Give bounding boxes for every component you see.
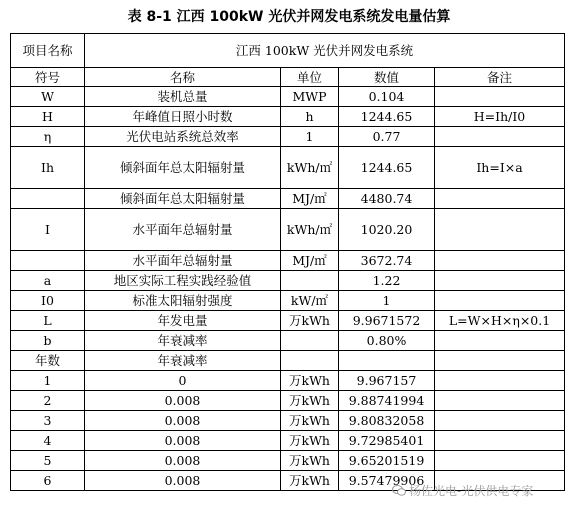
header-note: 备注 <box>435 68 565 87</box>
year-number: 3 <box>11 411 85 431</box>
row-unit <box>281 271 339 291</box>
year-decay: 0.008 <box>85 431 281 451</box>
generation-estimate-table <box>10 33 565 491</box>
row-note <box>435 189 565 209</box>
header-symbol: 符号 <box>11 68 85 87</box>
year-number: 2 <box>11 391 85 411</box>
table-row <box>11 251 565 271</box>
row-value: 0.77 <box>339 127 435 147</box>
years-header-row <box>11 351 565 371</box>
watermark <box>392 482 533 499</box>
year-value: 9.65201519 <box>339 451 435 471</box>
row-symbol: b <box>11 331 85 351</box>
row-unit: MWP <box>281 87 339 107</box>
year-row <box>11 411 565 431</box>
row-value: 1.22 <box>339 271 435 291</box>
year-row <box>11 451 565 471</box>
row-name: 年峰值日照小时数 <box>85 107 281 127</box>
row-name: 装机总量 <box>85 87 281 107</box>
header-value: 数值 <box>339 68 435 87</box>
row-value: 4480.74 <box>339 189 435 209</box>
year-decay: 0.008 <box>85 411 281 431</box>
years-header-symbol: 年数 <box>11 351 85 371</box>
row-note <box>435 331 565 351</box>
row-unit: 万kWh <box>281 311 339 331</box>
row-note: Ih=I×a <box>435 147 565 189</box>
row-value: 1020.20 <box>339 209 435 251</box>
year-value: 9.967157 <box>339 371 435 391</box>
year-unit: 万kWh <box>281 391 339 411</box>
row-name: 年衰减率 <box>85 331 281 351</box>
year-value: 9.57479906 <box>339 471 435 491</box>
row-symbol: W <box>11 87 85 107</box>
table-row <box>11 311 565 331</box>
row-note: L=W×H×η×0.1 <box>435 311 565 331</box>
row-note: H=Ih/I0 <box>435 107 565 127</box>
header-unit: 单位 <box>281 68 339 87</box>
year-unit: 万kWh <box>281 451 339 471</box>
year-decay: 0 <box>85 371 281 391</box>
table-row <box>11 107 565 127</box>
project-row <box>11 34 565 68</box>
row-note <box>435 87 565 107</box>
row-note <box>435 209 565 251</box>
row-unit: MJ/㎡ <box>281 251 339 271</box>
row-name: 水平面年总辐射量 <box>85 209 281 251</box>
row-value: 1244.65 <box>339 147 435 189</box>
year-value: 9.88741994 <box>339 391 435 411</box>
year-unit: 万kWh <box>281 471 339 491</box>
year-unit: 万kWh <box>281 371 339 391</box>
header-row <box>11 68 565 87</box>
project-label: 项目名称 <box>11 34 85 68</box>
year-decay: 0.008 <box>85 451 281 471</box>
year-number: 1 <box>11 371 85 391</box>
table-row <box>11 331 565 351</box>
row-value: 0.80% <box>339 331 435 351</box>
table-row <box>11 209 565 251</box>
row-name: 地区实际工程实践经验值 <box>85 271 281 291</box>
year-unit: 万kWh <box>281 411 339 431</box>
row-name: 倾斜面年总太阳辐射量 <box>85 147 281 189</box>
row-value: 3672.74 <box>339 251 435 271</box>
row-unit <box>281 331 339 351</box>
year-unit: 万kWh <box>281 431 339 451</box>
row-value: 1244.65 <box>339 107 435 127</box>
row-note <box>435 251 565 271</box>
table-row <box>11 127 565 147</box>
table-row <box>11 291 565 311</box>
year-number: 4 <box>11 431 85 451</box>
row-name: 倾斜面年总太阳辐射量 <box>85 189 281 209</box>
row-unit: kWh/㎡ <box>281 147 339 189</box>
row-unit: MJ/㎡ <box>281 189 339 209</box>
row-name: 光伏电站系统总效率 <box>85 127 281 147</box>
row-unit: h <box>281 107 339 127</box>
row-unit: kWh/㎡ <box>281 209 339 251</box>
row-symbol: H <box>11 107 85 127</box>
row-name: 标准太阳辐射强度 <box>85 291 281 311</box>
year-decay: 0.008 <box>85 391 281 411</box>
row-symbol <box>11 189 85 209</box>
row-symbol: a <box>11 271 85 291</box>
row-symbol: I0 <box>11 291 85 311</box>
year-number: 6 <box>11 471 85 491</box>
row-symbol <box>11 251 85 271</box>
table-row <box>11 87 565 107</box>
row-name: 水平面年总辐射量 <box>85 251 281 271</box>
table-title: 表 8-1 江西 100kW 光伏并网发电系统发电量估算 <box>127 9 451 25</box>
table-row <box>11 271 565 291</box>
row-name: 年发电量 <box>85 311 281 331</box>
row-symbol: η <box>11 127 85 147</box>
year-decay: 0.008 <box>85 471 281 491</box>
year-value: 9.72985401 <box>339 431 435 451</box>
table-row <box>11 189 565 209</box>
year-row <box>11 371 565 391</box>
row-symbol: I <box>11 209 85 251</box>
row-symbol: Ih <box>11 147 85 189</box>
project-value: 江西 100kW 光伏并网发电系统 <box>85 34 565 68</box>
row-unit: 1 <box>281 127 339 147</box>
row-value: 9.9671572 <box>339 311 435 331</box>
row-symbol: L <box>11 311 85 331</box>
year-row <box>11 391 565 411</box>
year-row <box>11 431 565 451</box>
header-name: 名称 <box>85 68 281 87</box>
row-note <box>435 127 565 147</box>
table-row <box>11 147 565 189</box>
row-note <box>435 291 565 311</box>
year-value: 9.80832058 <box>339 411 435 431</box>
wechat-icon <box>392 485 406 496</box>
watermark-text: 杨佐光电-光伏供电专家 <box>409 484 534 498</box>
row-note <box>435 271 565 291</box>
year-number: 5 <box>11 451 85 471</box>
row-value: 0.104 <box>339 87 435 107</box>
row-value: 1 <box>339 291 435 311</box>
years-header-name: 年衰减率 <box>85 351 281 371</box>
row-unit: kW/㎡ <box>281 291 339 311</box>
